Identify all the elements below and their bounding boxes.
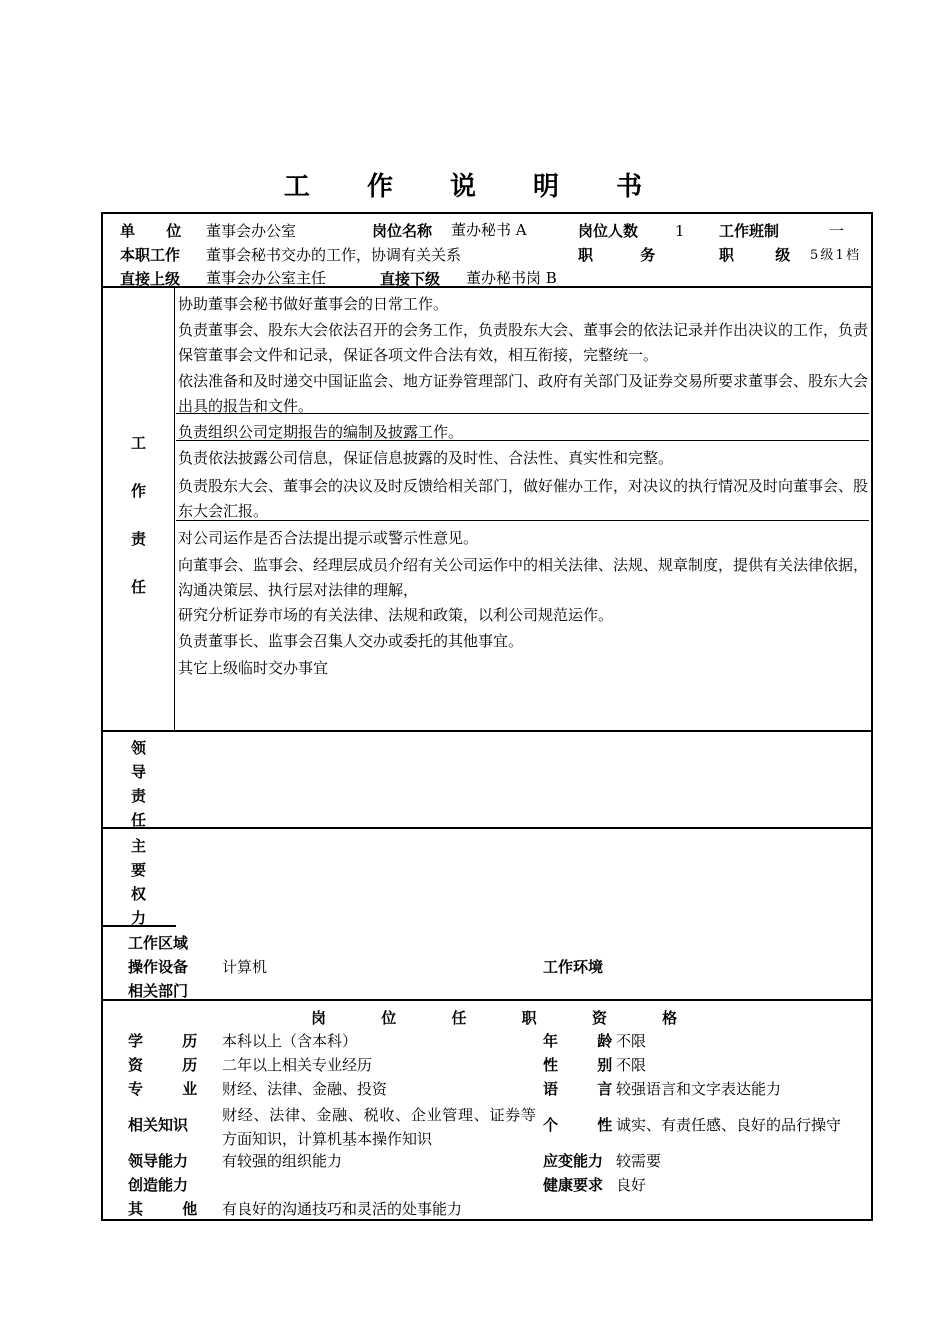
duty-item: 依法准备和及时递交中国证监会、地方证券管理部门、政府有关部门及证券交易所要求董事会、股东大会出具的报告和文件。 [178, 372, 869, 415]
unit-label: 单 位 [120, 222, 182, 240]
leadership-ability-label: 领导能力 [128, 1152, 189, 1170]
leadership-label-char: 任 [131, 811, 147, 829]
duties-label-char: 任 [131, 578, 147, 596]
authority-label-char: 要 [131, 861, 147, 879]
duty-item: 负责董事会、股东大会依法召开的会务工作，负责股东大会、董事会的依法记录并作出决议的工作，负责保管董事会文件和记录，保证各项文件合法有效，相互衔接，完整统一。 [178, 321, 869, 364]
leadership-ability-value: 有较强的组织能力 [222, 1152, 343, 1170]
duty-item: 向董事会、监事会、经理层成员介绍有关公司运作中的相关法律、法规、规章制度，提供有关法律依据，沟通决策层、执行层对法律的理解， [178, 556, 869, 599]
superior-value: 董事会办公室主任 [206, 269, 327, 287]
language-value: 较强语言和文字表达能力 [616, 1080, 782, 1098]
personality-label: 个 性 [543, 1116, 613, 1134]
main-work-value: 董事会秘书交办的工作，协调有关关系 [206, 246, 462, 264]
health-value: 良好 [616, 1176, 647, 1194]
post-name-value: 董办秘书 A [451, 221, 527, 239]
superior-label: 直接上级 [120, 270, 181, 288]
leadership-label-char: 导 [131, 763, 147, 781]
major-value: 财经、法律、金融、投资 [222, 1080, 388, 1098]
education-label: 学 历 [128, 1032, 198, 1050]
knowledge-value: 财经、法律、金融、税收、企业管理、证券等方面知识，计算机基本操作知识 [222, 1106, 536, 1148]
duty-item: 负责依法披露公司信息，保证信息披露的及时性、合法性、真实性和完整。 [178, 449, 674, 467]
knowledge-label: 相关知识 [128, 1116, 189, 1134]
other-value: 有良好的沟通技巧和灵活的处事能力 [222, 1200, 463, 1218]
subordinate-value: 董办秘书岗 B [466, 269, 557, 287]
duty-item: 研究分析证券市场的有关法律、法规和政策，以利公司规范运作。 [178, 606, 614, 624]
grade-value: 5 级 1 档 [810, 248, 859, 263]
leadership-label-char: 领 [131, 739, 147, 757]
authority-label-char: 力 [131, 909, 147, 927]
other-label: 其 他 [128, 1200, 198, 1218]
education-value: 本科以上（含本科） [222, 1032, 358, 1050]
qualifications-heading: 岗 位 任 职 资 格 [311, 1009, 678, 1027]
adaptability-label: 应变能力 [543, 1152, 604, 1170]
work-area-label: 工作区域 [128, 934, 189, 952]
duty-item: 负责组织公司定期报告的编制及披露工作。 [178, 423, 464, 441]
experience-value: 二年以上相关专业经历 [222, 1056, 373, 1074]
leadership-label-char: 责 [131, 787, 147, 805]
authority-label-char: 权 [131, 885, 147, 903]
personality-value: 诚实、有责任感、良好的品行操守 [616, 1116, 842, 1134]
divider-environment [101, 999, 871, 1001]
divider-duties [101, 730, 871, 732]
main-work-label: 本职工作 [120, 246, 181, 264]
major-label: 专 业 [128, 1080, 198, 1098]
shift-value: 一 [829, 222, 845, 240]
divider-leadership [101, 827, 871, 829]
language-label: 语 言 [543, 1080, 613, 1098]
creativity-label: 创造能力 [128, 1176, 189, 1194]
duty-item: 协助董事会秘书做好董事会的日常工作。 [178, 295, 449, 313]
equipment-label: 操作设备 [128, 958, 189, 976]
grade-label: 职 级 [719, 246, 791, 264]
experience-label: 资 历 [128, 1056, 198, 1074]
duties-column-rule [174, 288, 175, 730]
age-value: 不限 [616, 1032, 647, 1050]
gender-label: 性 别 [543, 1056, 613, 1074]
health-label: 健康要求 [543, 1176, 604, 1194]
duties-label-char: 作 [131, 482, 147, 500]
headcount-label: 岗位人数 [578, 222, 639, 240]
subordinate-label: 直接下级 [380, 270, 441, 288]
duty-item: 对公司运作是否合法提出提示或警示性意见。 [178, 529, 479, 547]
adaptability-value: 较需要 [616, 1152, 662, 1170]
duties-label-char: 责 [131, 530, 147, 548]
authority-label-char: 主 [131, 837, 147, 855]
shift-label: 工作班制 [719, 222, 780, 240]
age-label: 年 龄 [543, 1032, 613, 1050]
duty-item: 负责股东大会、董事会的决议及时反馈给相关部门，做好催办工作，对决议的执行情况及时向董事会、股东大会汇报。 [178, 477, 869, 520]
document-title: 工 作 说 明 书 [283, 172, 667, 202]
unit-value: 董事会办公室 [206, 222, 297, 240]
duty-item: 其它上级临时交办事宜 [178, 659, 329, 677]
work-environment-label: 工作环境 [543, 958, 604, 976]
position-label: 职 务 [578, 246, 656, 264]
headcount-value: 1 [675, 222, 685, 240]
duty-item: 负责董事长、监事会召集人交办或委托的其他事宜。 [178, 632, 524, 650]
duties-label-char: 工 [131, 434, 147, 452]
gender-value: 不限 [616, 1056, 647, 1074]
equipment-value: 计算机 [222, 958, 268, 976]
post-name-label: 岗位名称 [372, 222, 433, 240]
related-departments-label: 相关部门 [128, 982, 189, 1000]
